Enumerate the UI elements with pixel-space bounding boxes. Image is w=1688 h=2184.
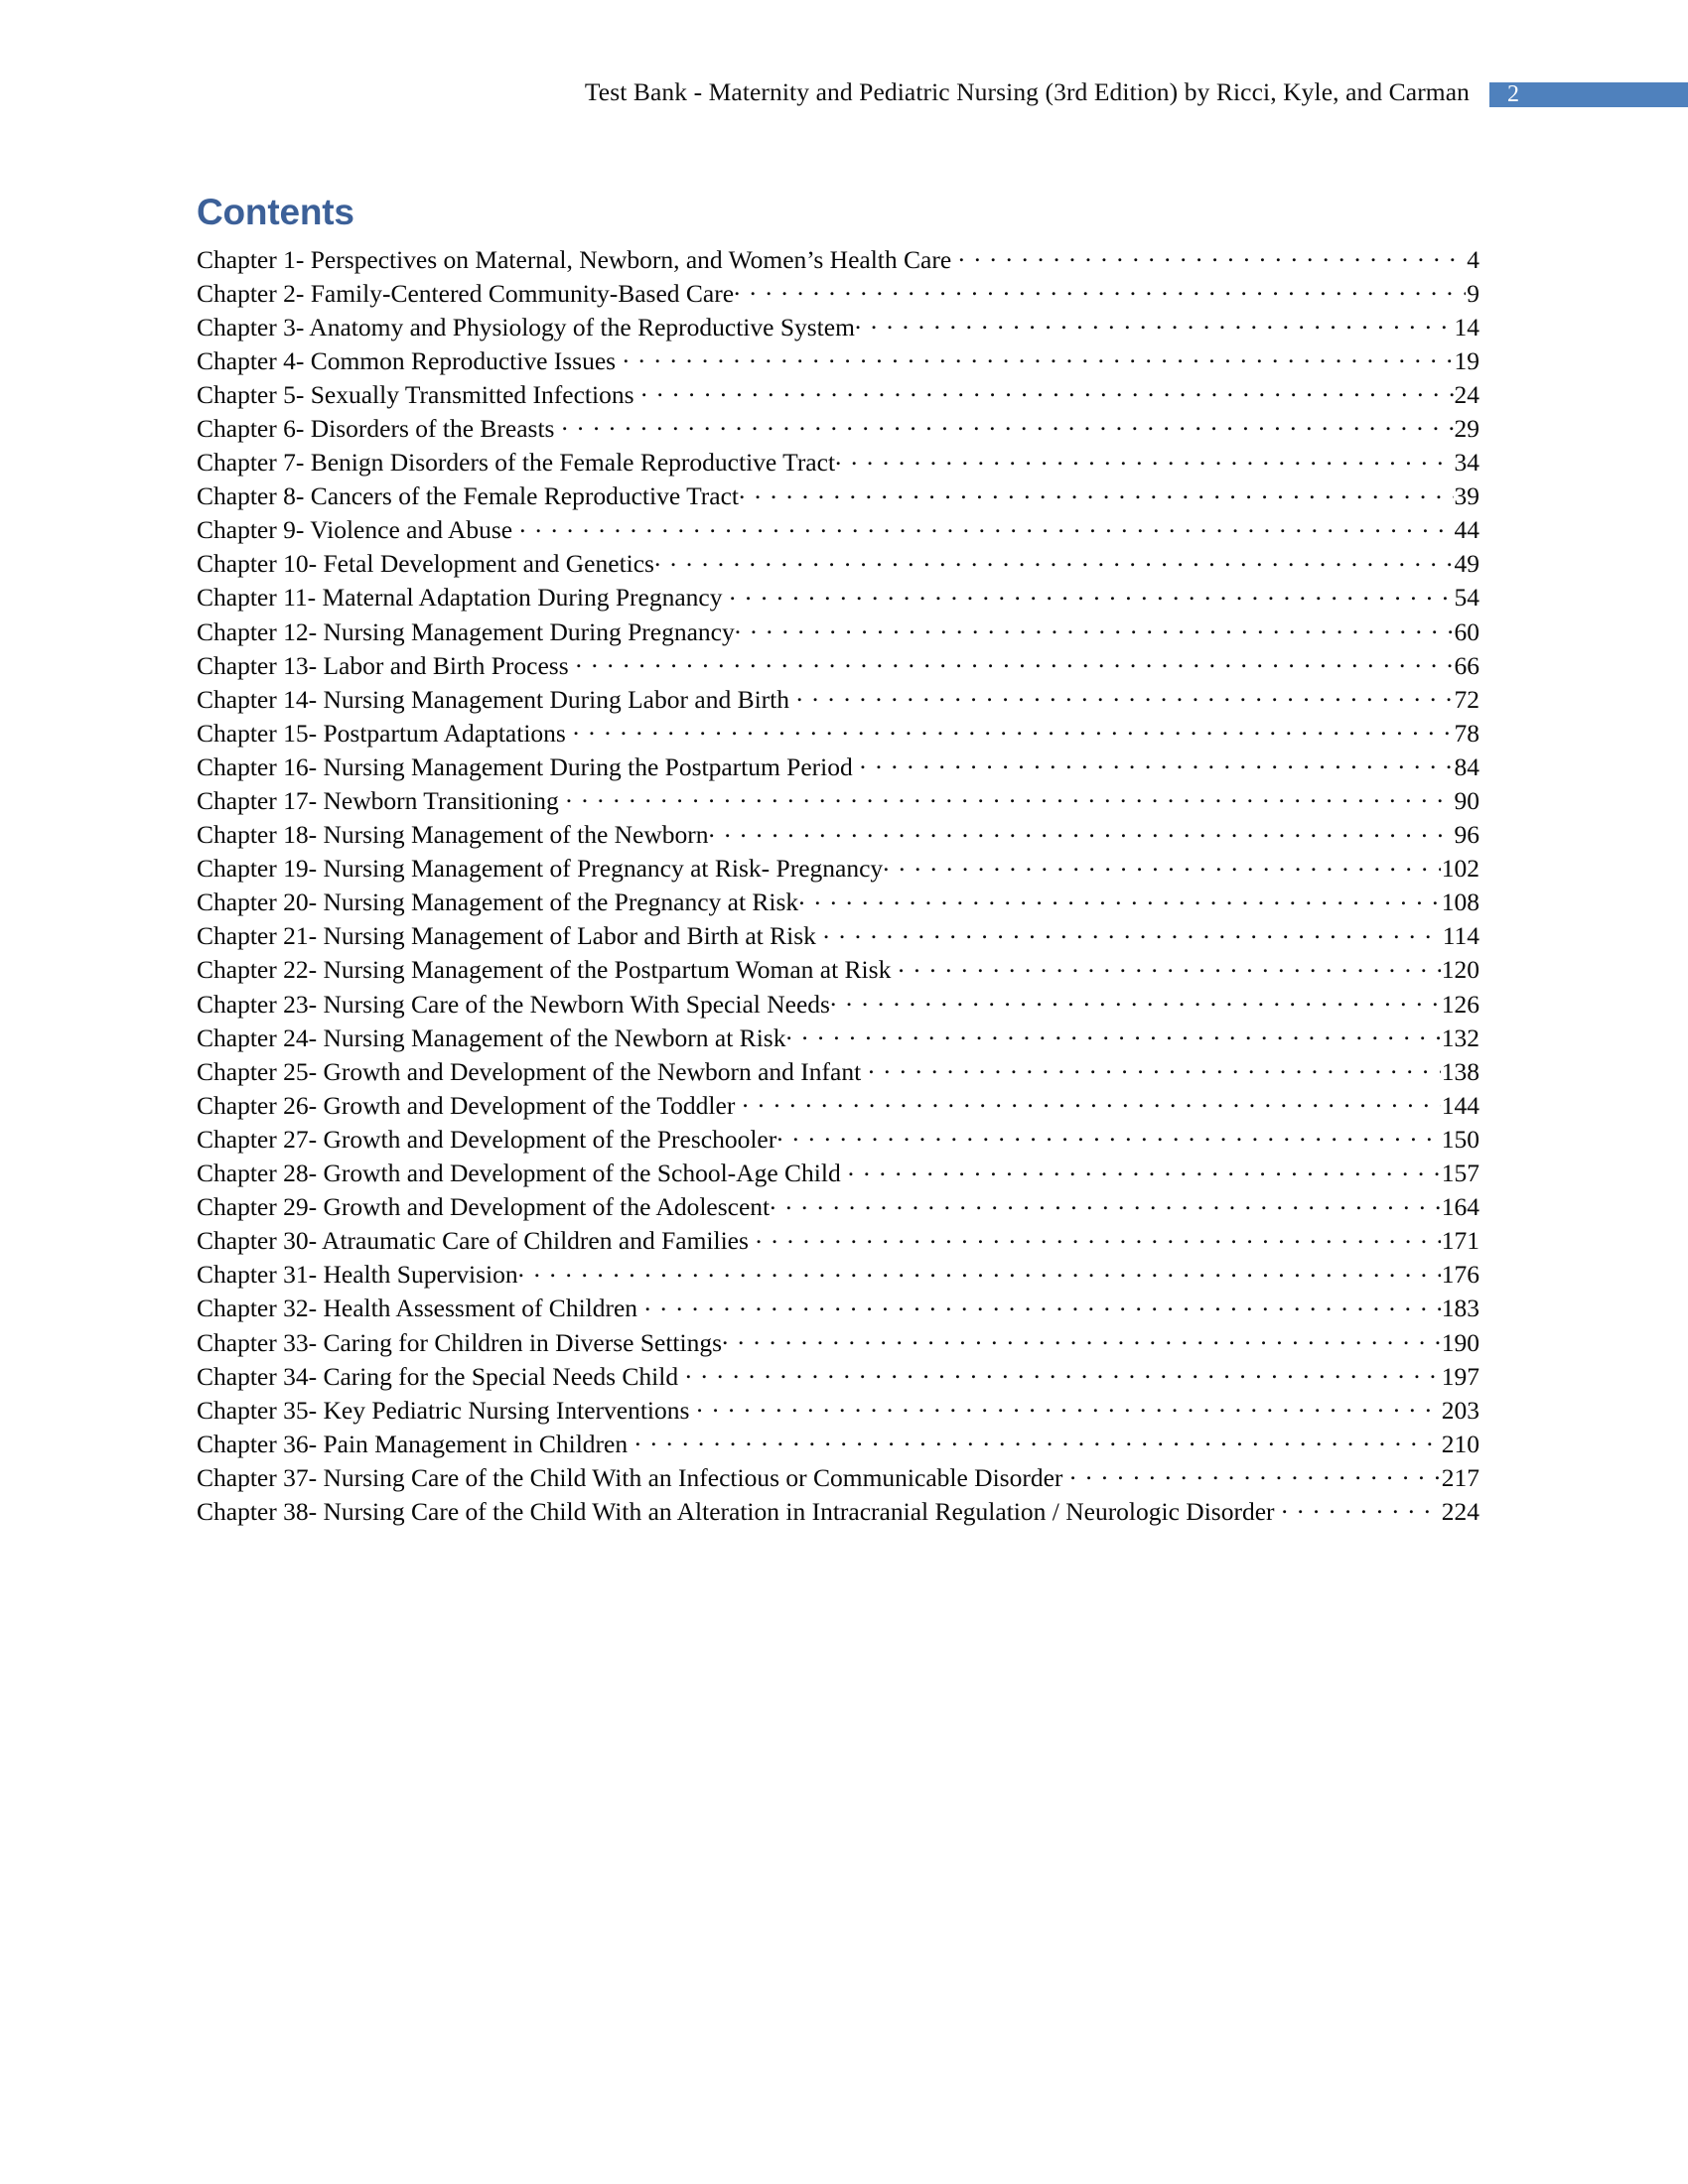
toc-entry-page-number: 34 xyxy=(1454,448,1479,478)
toc-entry-label: Chapter 19- Nursing Management of Pregnancy at Risk- Pregnancy xyxy=(197,854,884,884)
toc-entry-page-number: 108 xyxy=(1441,887,1479,917)
toc-entry-page-number: 39 xyxy=(1454,481,1479,511)
toc-entry-label: Chapter 31- Health Supervision xyxy=(197,1260,518,1290)
toc-entry-page-number: 96 xyxy=(1454,820,1479,850)
toc-entry-label: Chapter 38- Nursing Care of the Child With an Alteration in Intracranial Regulation / Neurologic Disorder xyxy=(197,1496,1275,1526)
toc-entry[interactable] xyxy=(197,513,1479,547)
toc-entry-page-number: 66 xyxy=(1454,650,1479,680)
toc-entry-label: Chapter 30- Atraumatic Care of Children and Families xyxy=(197,1226,749,1256)
toc-entry-page-number: 217 xyxy=(1441,1462,1479,1492)
toc-entry[interactable] xyxy=(197,1393,1479,1427)
toc-leader-dots xyxy=(729,581,1453,607)
toc-entry-label: Chapter 3- Anatomy and Physiology of the Reproductive System xyxy=(197,312,855,341)
toc-leader-dots xyxy=(958,242,1466,268)
toc-leader-dots xyxy=(735,614,1454,640)
toc-entry[interactable] xyxy=(197,818,1479,852)
toc-entry-label: Chapter 33- Caring for Children in Diverse Settings xyxy=(197,1327,723,1357)
toc-entry[interactable] xyxy=(197,1054,1479,1088)
toc-leader-dots xyxy=(742,1088,1440,1114)
toc-entry-page-number: 60 xyxy=(1454,616,1479,646)
toc-entry[interactable] xyxy=(197,919,1479,953)
toc-leader-dots xyxy=(785,1021,1440,1046)
toc-entry-label: Chapter 15- Postpartum Adaptations xyxy=(197,718,566,748)
toc-entry[interactable] xyxy=(197,987,1479,1021)
toc-entry-label: Chapter 32- Health Assessment of Children xyxy=(197,1294,638,1323)
toc-entry-label: Chapter 35- Key Pediatric Nursing Interventions xyxy=(197,1395,690,1425)
toc-entry-label: Chapter 28- Growth and Development of the School-Age Child xyxy=(197,1159,841,1188)
toc-entry[interactable] xyxy=(197,1088,1479,1122)
toc-leader-dots xyxy=(709,818,1454,844)
toc-entry-page-number: 150 xyxy=(1441,1124,1479,1154)
toc-leader-dots xyxy=(1282,1494,1441,1520)
toc-entry[interactable] xyxy=(197,886,1479,919)
toc-entry-label: Chapter 20- Nursing Management of the Pregnancy at Risk xyxy=(197,887,799,917)
toc-entry[interactable] xyxy=(197,1021,1479,1054)
toc-entry-page-number: 4 xyxy=(1467,244,1479,274)
toc-leader-dots xyxy=(519,513,1453,539)
toc-entry-page-number: 138 xyxy=(1441,1056,1479,1086)
toc-entry-page-number: 164 xyxy=(1441,1192,1479,1222)
toc-entry[interactable] xyxy=(197,750,1479,783)
page-number-badge xyxy=(1489,82,1688,107)
toc-entry-label: Chapter 25- Growth and Development of the Newborn and Infant xyxy=(197,1056,862,1086)
toc-entry-page-number: 203 xyxy=(1441,1395,1479,1425)
toc-entry-page-number: 171 xyxy=(1441,1226,1479,1256)
toc-leader-dots xyxy=(898,953,1440,979)
toc-entry[interactable] xyxy=(197,1494,1479,1528)
toc-leader-dots xyxy=(654,547,1454,573)
toc-entry[interactable] xyxy=(197,1224,1479,1258)
toc-entry[interactable] xyxy=(197,614,1479,648)
toc-leader-dots xyxy=(860,750,1454,775)
toc-entry[interactable] xyxy=(197,1359,1479,1393)
toc-entry-page-number: 120 xyxy=(1441,955,1479,985)
toc-entry[interactable] xyxy=(197,377,1479,411)
toc-leader-dots xyxy=(739,479,1454,505)
toc-leader-dots xyxy=(573,716,1454,742)
toc-entry-label: Chapter 4- Common Reproductive Issues xyxy=(197,345,617,375)
header-title: Test Bank - Maternity and Pediatric Nursing (3rd Edition) by Ricci, Kyle, and Carman xyxy=(584,77,1470,106)
toc-leader-dots xyxy=(830,987,1441,1013)
toc-entry[interactable] xyxy=(197,411,1479,445)
contents-heading: Contents xyxy=(197,192,354,232)
toc-entry[interactable] xyxy=(197,1258,1479,1292)
toc-entry-page-number: 84 xyxy=(1454,751,1479,781)
page-header xyxy=(0,0,1688,129)
toc-entry[interactable] xyxy=(197,852,1479,886)
toc-entry-page-number: 126 xyxy=(1441,989,1479,1019)
toc-entry[interactable] xyxy=(197,1292,1479,1325)
toc-entry-label: Chapter 27- Growth and Development of the Preschooler xyxy=(197,1124,777,1154)
toc-entry-label: Chapter 14- Nursing Management During Labor and Birth xyxy=(197,684,789,714)
toc-entry-label: Chapter 17- Newborn Transitioning xyxy=(197,786,559,815)
toc-entry[interactable] xyxy=(197,276,1479,310)
toc-entry[interactable] xyxy=(197,446,1479,479)
toc-entry-label: Chapter 6- Disorders of the Breasts xyxy=(197,413,555,443)
toc-entry-label: Chapter 12- Nursing Management During Pregnancy xyxy=(197,616,735,646)
toc-entry[interactable] xyxy=(197,1325,1479,1359)
toc-leader-dots xyxy=(770,1190,1441,1216)
toc-entry-page-number: 183 xyxy=(1441,1294,1479,1323)
toc-leader-dots xyxy=(518,1258,1441,1284)
toc-entry-label: Chapter 5- Sexually Transmitted Infections xyxy=(197,379,634,409)
toc-entry[interactable] xyxy=(197,310,1479,343)
toc-entry[interactable] xyxy=(197,242,1479,276)
toc-entry-page-number: 157 xyxy=(1441,1159,1479,1188)
toc-entry[interactable] xyxy=(197,716,1479,750)
toc-entry-page-number: 14 xyxy=(1454,312,1479,341)
toc-entry-page-number: 29 xyxy=(1454,413,1479,443)
toc-entry-label: Chapter 22- Nursing Management of the Postpartum Woman at Risk xyxy=(197,955,892,985)
toc-list xyxy=(197,242,1479,1529)
toc-entry[interactable] xyxy=(197,953,1479,987)
toc-entry[interactable] xyxy=(197,479,1479,513)
toc-leader-dots xyxy=(883,852,1441,878)
toc-entry-label: Chapter 11- Maternal Adaptation During Pregnancy xyxy=(197,583,723,613)
toc-entry-page-number: 197 xyxy=(1441,1361,1479,1391)
toc-leader-dots xyxy=(641,377,1454,403)
toc-entry-page-number: 190 xyxy=(1441,1327,1479,1357)
toc-entry-label: Chapter 37- Nursing Care of the Child With an Infectious or Communicable Disorder xyxy=(197,1462,1063,1492)
toc-entry[interactable] xyxy=(197,784,1479,818)
toc-entry-label: Chapter 18- Nursing Management of the Newborn xyxy=(197,820,709,850)
toc-entry-page-number: 176 xyxy=(1441,1260,1479,1290)
toc-leader-dots xyxy=(796,682,1454,708)
toc-entry-label: Chapter 16- Nursing Management During the Postpartum Period xyxy=(197,751,853,781)
toc-leader-dots xyxy=(734,276,1466,302)
toc-entry[interactable] xyxy=(197,1427,1479,1460)
toc-entry-page-number: 72 xyxy=(1454,684,1479,714)
toc-entry-page-number: 210 xyxy=(1441,1429,1479,1458)
toc-entry-page-number: 54 xyxy=(1454,583,1479,613)
toc-leader-dots xyxy=(868,1054,1441,1080)
page-number-value: 2 xyxy=(1507,81,1519,107)
toc-entry[interactable] xyxy=(197,1460,1479,1494)
toc-entry[interactable] xyxy=(197,343,1479,377)
toc-entry-page-number: 49 xyxy=(1454,549,1479,579)
toc-entry-page-number: 144 xyxy=(1441,1090,1479,1120)
toc-leader-dots xyxy=(798,886,1441,911)
toc-leader-dots xyxy=(756,1224,1441,1250)
toc-entry-label: Chapter 23- Nursing Care of the Newborn With Special Needs xyxy=(197,989,830,1019)
toc-leader-dots xyxy=(561,411,1453,437)
toc-entry[interactable] xyxy=(197,1190,1479,1224)
toc-leader-dots xyxy=(722,1325,1441,1351)
toc-entry[interactable] xyxy=(197,648,1479,682)
toc-entry[interactable] xyxy=(197,547,1479,581)
toc-entry-page-number: 90 xyxy=(1454,786,1479,815)
toc-entry-page-number: 24 xyxy=(1454,379,1479,409)
toc-entry-label: Chapter 13- Labor and Birth Process xyxy=(197,650,569,680)
toc-leader-dots xyxy=(776,1122,1441,1148)
toc-leader-dots xyxy=(566,784,1454,810)
toc-entry-page-number: 224 xyxy=(1441,1496,1479,1526)
toc-entry[interactable] xyxy=(197,682,1479,716)
toc-entry-label: Chapter 26- Growth and Development of the Toddler xyxy=(197,1090,736,1120)
toc-entry-page-number: 102 xyxy=(1441,854,1479,884)
toc-entry[interactable] xyxy=(197,1122,1479,1156)
toc-entry-page-number: 44 xyxy=(1454,515,1479,545)
toc-entry-label: Chapter 9- Violence and Abuse xyxy=(197,515,513,545)
toc-entry-page-number: 9 xyxy=(1467,278,1479,308)
toc-entry-label: Chapter 24- Nursing Management of the Newborn at Risk xyxy=(197,1023,786,1052)
toc-leader-dots xyxy=(835,446,1453,472)
toc-entry-label: Chapter 36- Pain Management in Children xyxy=(197,1429,629,1458)
toc-entry[interactable] xyxy=(197,1157,1479,1190)
toc-entry-label: Chapter 10- Fetal Development and Genetics xyxy=(197,549,654,579)
toc-entry-label: Chapter 34- Caring for the Special Needs Child xyxy=(197,1361,679,1391)
toc-leader-dots xyxy=(685,1359,1441,1385)
toc-leader-dots xyxy=(1069,1460,1440,1486)
toc-entry-page-number: 114 xyxy=(1442,921,1479,951)
table-of-contents xyxy=(197,191,1479,1529)
toc-leader-dots xyxy=(634,1427,1441,1452)
toc-entry-page-number: 132 xyxy=(1441,1023,1479,1052)
toc-entry-label: Chapter 2- Family-Centered Community-Based Care xyxy=(197,278,735,308)
toc-entry-label: Chapter 21- Nursing Management of Labor and Birth at Risk xyxy=(197,921,816,951)
toc-entry[interactable] xyxy=(197,581,1479,614)
toc-leader-dots xyxy=(644,1292,1441,1317)
toc-entry-page-number: 19 xyxy=(1454,345,1479,375)
toc-entry-label: Chapter 8- Cancers of the Female Reproductive Tract xyxy=(197,481,739,511)
toc-leader-dots xyxy=(696,1393,1440,1419)
toc-leader-dots xyxy=(576,648,1454,674)
toc-leader-dots xyxy=(848,1157,1441,1182)
toc-leader-dots xyxy=(623,343,1453,369)
toc-leader-dots xyxy=(855,310,1454,336)
toc-leader-dots xyxy=(823,919,1442,945)
toc-entry-label: Chapter 7- Benign Disorders of the Female Reproductive Tract xyxy=(197,448,836,478)
toc-entry-label: Chapter 29- Growth and Development of the Adolescent xyxy=(197,1192,771,1222)
toc-entry-label: Chapter 1- Perspectives on Maternal, Newborn, and Women’s Health Care xyxy=(197,244,952,274)
toc-entry-page-number: 78 xyxy=(1454,718,1479,748)
